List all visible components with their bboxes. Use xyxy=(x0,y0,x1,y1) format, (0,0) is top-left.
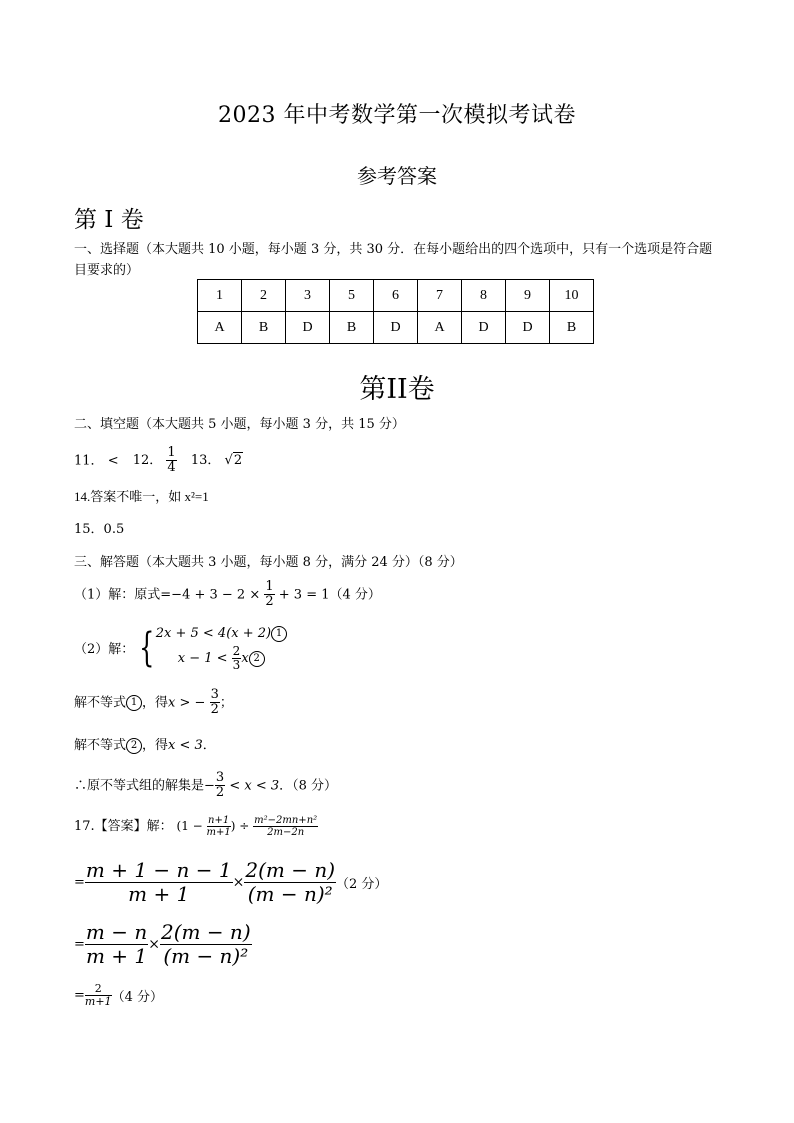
inequality-system xyxy=(156,623,287,672)
q17-step2-denominator-2: (m − n)² xyxy=(163,944,249,968)
system-line-2 xyxy=(156,645,287,672)
table-cell: 6 xyxy=(374,280,418,312)
q17-step1-denominator-2: (m − n)² xyxy=(247,882,333,906)
q17-step1-fraction-1 xyxy=(85,859,233,906)
q17-step2 xyxy=(74,921,252,968)
q17-f2-numerator: m²−2mn+n² xyxy=(254,815,318,826)
inequality-2-lhs: x − 1 < xyxy=(177,651,228,667)
q17-step2-fraction-1 xyxy=(85,921,148,968)
table-cell: B xyxy=(330,312,374,344)
q14-answer: 14.答案不唯一，如 x²=1 xyxy=(74,489,209,504)
q12-label: 12． xyxy=(132,453,163,469)
volume-2-heading: 第II卷 xyxy=(359,374,435,405)
q17-step2-fraction-2 xyxy=(160,921,252,968)
system-brace: { xyxy=(139,624,155,671)
q17-expr-close: ) ÷ xyxy=(230,819,250,833)
step1-numerator: 3 xyxy=(210,687,219,702)
q16-p1-fraction xyxy=(264,580,274,610)
q17-step2-eq: = xyxy=(74,937,85,952)
q16-p1-numerator: 1 xyxy=(265,579,274,594)
circle-marker-1: 1 xyxy=(126,695,142,711)
q16-p1-denominator: 2 xyxy=(265,594,274,610)
table-cell: D xyxy=(462,312,506,344)
result-numerator: 3 xyxy=(215,770,225,785)
q16-part1 xyxy=(74,580,381,610)
q17-step1-numerator-2: 2(m − n) xyxy=(245,858,336,882)
q12-denominator: 4 xyxy=(167,460,176,476)
step2-text-b: ，得 xyxy=(142,738,169,753)
q13-sqrt: √2 xyxy=(224,453,243,469)
table-cell: 10 xyxy=(550,280,594,312)
system-line-1 xyxy=(156,623,287,645)
table-cell: 9 xyxy=(506,280,550,312)
result-denominator: 2 xyxy=(215,785,225,801)
q12-numerator: 1 xyxy=(167,445,176,460)
q17-step3-fraction xyxy=(85,983,112,1008)
circle-marker-2: 2 xyxy=(126,738,142,754)
answer-table xyxy=(197,279,594,344)
q12-fraction xyxy=(166,446,176,476)
q17-step1-eq: = xyxy=(74,875,85,890)
step1-denominator: 2 xyxy=(210,702,219,718)
table-cell: B xyxy=(242,312,286,344)
q17-step1-numerator-1: m + 1 − n − 1 xyxy=(85,858,232,882)
result-minus: − xyxy=(204,778,215,794)
q17-step3-score: （4 分） xyxy=(111,990,163,1006)
table-cell: 1 xyxy=(198,280,242,312)
inequality-2-numerator: 2 xyxy=(232,644,241,658)
q11-answer: < xyxy=(107,453,119,469)
q16-step1 xyxy=(74,688,233,718)
q11-label: 11． xyxy=(74,453,104,469)
answer-table-number-row xyxy=(198,280,594,312)
fill-answers-11-13 xyxy=(74,446,243,476)
table-cell: A xyxy=(198,312,242,344)
inequality-2-var: x xyxy=(241,651,249,667)
times-sign: × xyxy=(232,874,245,891)
table-cell: B xyxy=(550,312,594,344)
q17-expr-open: (1 − xyxy=(176,819,203,833)
q16-p1-prefix: （1）解：原式 xyxy=(74,587,161,603)
table-cell: 5 xyxy=(330,280,374,312)
q16-p1-expr-a: =−4 + 3 − 2 × xyxy=(160,587,261,603)
step1-end: ； xyxy=(219,695,233,711)
q17-step2-numerator-1: m − n xyxy=(85,920,148,944)
step2-end: ． xyxy=(202,738,216,753)
q17-f1-denominator: m+1 xyxy=(206,827,231,838)
q13-radicand: 2 xyxy=(233,453,243,469)
table-cell: D xyxy=(374,312,418,344)
q13-label: 13． xyxy=(190,453,221,469)
step1-text-b: ，得 xyxy=(142,695,169,711)
q17-step1 xyxy=(74,859,387,906)
q16-result xyxy=(74,771,337,801)
q17-step1-score: （2 分） xyxy=(336,877,388,892)
table-cell: D xyxy=(506,312,550,344)
step1-fraction xyxy=(210,688,220,718)
q16-p1-score: （4 分） xyxy=(329,587,381,603)
page-title: 2023 年中考数学第一次模拟考试卷 xyxy=(218,103,576,128)
q17-step1-denominator-1: m + 1 xyxy=(128,882,190,906)
q16-p1-expr-b: + 3 = 1 xyxy=(278,587,330,603)
result-fraction xyxy=(215,771,225,801)
step1-expr: x > − xyxy=(168,695,206,711)
inequality-2-denominator: 3 xyxy=(232,658,241,673)
table-cell: 7 xyxy=(418,280,462,312)
q15-answer: 15．0.5 xyxy=(74,522,125,537)
table-cell: 8 xyxy=(462,280,506,312)
q16-p2-prefix: （2）解： xyxy=(74,642,135,658)
q17-fraction-2 xyxy=(253,815,318,838)
q17-step3-denominator: m+1 xyxy=(84,995,112,1009)
q17-step3-numerator: 2 xyxy=(85,983,112,996)
q17-f2-denominator: 2m−2n xyxy=(267,827,305,838)
page-subtitle: 参考答案 xyxy=(357,164,437,188)
step2-expr: x < 3 xyxy=(168,738,203,753)
section-2-heading: 二、填空题（本大题共 5 小题，每小题 3 分，共 15 分） xyxy=(74,417,405,432)
q17-step2-numerator-2: 2(m − n) xyxy=(160,920,251,944)
step2-text: 解不等式 xyxy=(74,738,127,753)
q17-label: 17.【答案】解： xyxy=(74,819,173,834)
answer-table-answer-row xyxy=(198,312,594,344)
table-cell: A xyxy=(418,312,462,344)
q17-step2-denominator-1: m + 1 xyxy=(85,944,148,968)
q17-f1-numerator: n+1 xyxy=(208,815,230,826)
q16-part2 xyxy=(74,623,287,672)
section-1-instructions: 一、选择题（本大题共 10 小题，每小题 3 分，共 30 分．在每小题给出的四个选项中，只有一个选项是符合题目要求的） xyxy=(74,242,713,278)
result-expr: < x < 3 xyxy=(229,778,280,794)
inequality-1: 2x + 5 < 4(x + 2) xyxy=(155,626,272,641)
table-cell: 2 xyxy=(242,280,286,312)
volume-1-heading: 第 I 卷 xyxy=(74,207,144,233)
table-cell: 3 xyxy=(286,280,330,312)
q17-fraction-1 xyxy=(207,815,231,838)
step1-text: 解不等式 xyxy=(74,695,127,711)
circle-marker-2: 2 xyxy=(249,651,265,667)
q16-step2 xyxy=(74,734,216,754)
table-cell: D xyxy=(286,312,330,344)
result-end: ．（8 分） xyxy=(279,778,338,794)
q17-step3-eq: = xyxy=(74,988,85,1004)
q17-question xyxy=(74,815,318,838)
inequality-2-fraction xyxy=(232,645,242,672)
circle-marker-1: 1 xyxy=(271,626,287,642)
times-sign: × xyxy=(148,936,160,953)
q17-step1-fraction-2 xyxy=(244,859,336,906)
q17-step3 xyxy=(74,983,163,1008)
section-3-heading: 三、解答题（本大题共 3 小题，每小题 8 分，满分 24 分）（8 分） xyxy=(74,555,463,570)
result-text: ∴原不等式组的解集是 xyxy=(74,778,205,794)
